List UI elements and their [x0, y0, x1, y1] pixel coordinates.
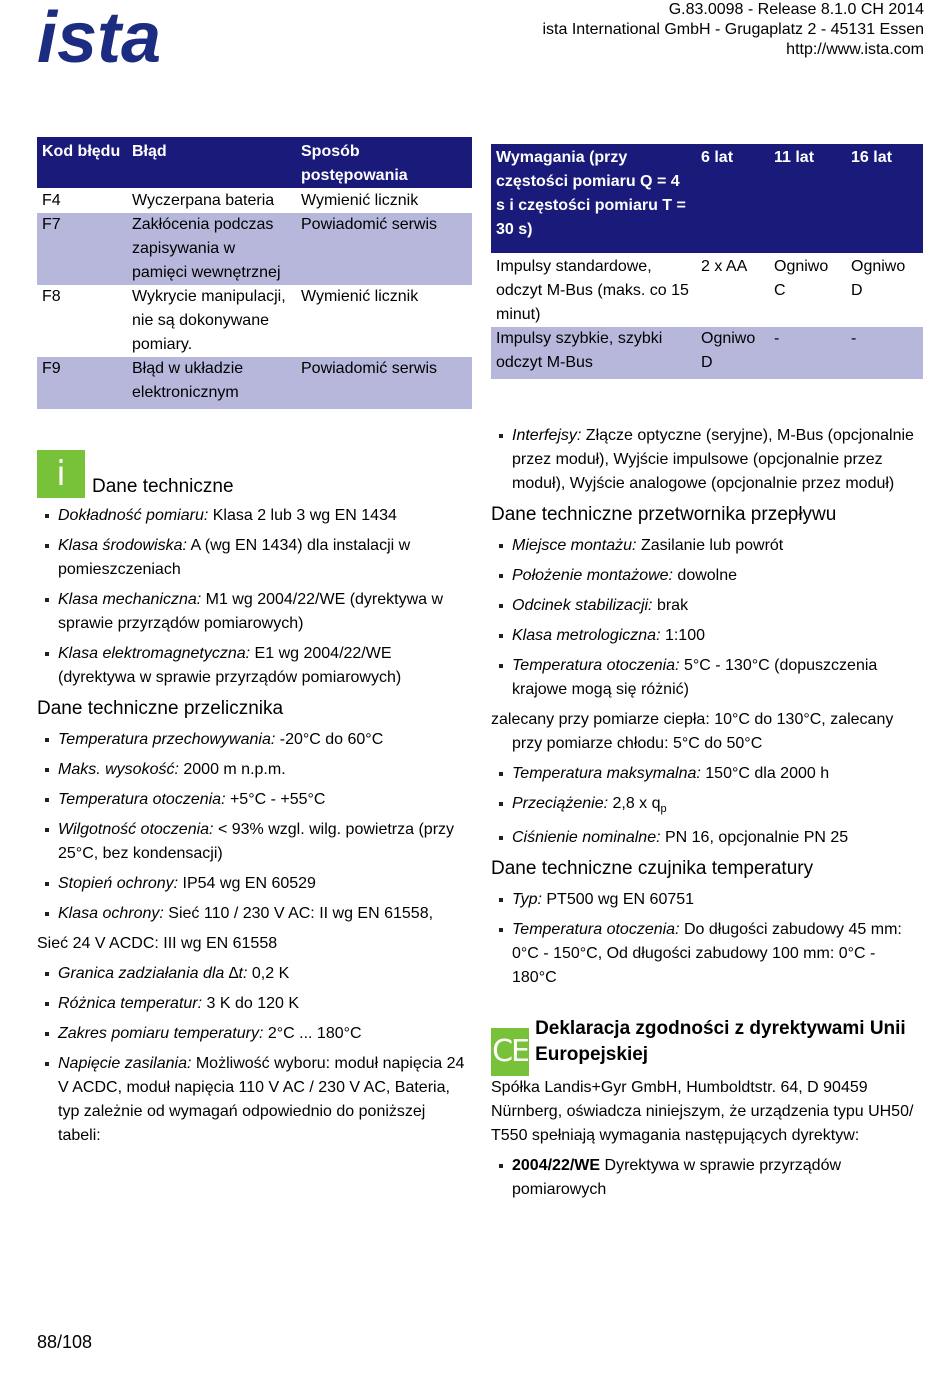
header-16-years: 16 lat	[851, 149, 892, 166]
info-icon: i	[37, 450, 85, 498]
ce-mark-icon: CE	[491, 1028, 529, 1076]
left-column	[37, 450, 472, 1154]
table-cell: 2 x AA	[701, 258, 748, 275]
plain-line: Sieć 24 V ACDC: III wg EN 61558	[37, 935, 278, 952]
table-cell: Ogniwo C	[774, 258, 829, 299]
list-item: Klasa ochrony: Sieć 110 / 230 V AC: II wg EN 61558,	[37, 902, 472, 926]
calc-list	[37, 728, 472, 926]
tech-heading	[37, 450, 472, 498]
table-cell: -	[774, 330, 780, 347]
plain-line: zalecany przy pomiarze ciepła: 10°C do 130°C, zalecany przy pomiarze chłodu: 5°C do 50°C	[491, 711, 894, 752]
section-title: Dane techniczne czujnika temperatury	[491, 858, 814, 879]
list-item: Temperatura otoczenia: 5°C - 130°C (dopuszczenia krajowe mogą się różnić)	[491, 654, 923, 702]
list-item: Temperatura przechowywania: -20°C do 60°C	[37, 728, 472, 752]
section-title: Dane techniczne przetwornika przepływu	[491, 504, 837, 525]
section-title: Deklaracja zgodności z dyrektywami Unii Europejskiej	[535, 1018, 906, 1065]
section-title: Dane techniczne	[92, 476, 234, 497]
table-row	[37, 285, 472, 357]
list-item: 2004/22/WE Dyrektywa w sprawie przyrządów pomiarowych	[491, 1154, 923, 1202]
table-row	[491, 327, 923, 379]
battery-requirements-table	[491, 144, 923, 379]
list-item: Przeciążenie: 2,8 x $q_p$	[491, 792, 923, 816]
company-address: ista International GmbH - Grugaplatz 2 - 45131 Essen	[542, 21, 924, 38]
ce-heading	[491, 1016, 923, 1076]
page-number: 88/108	[37, 1332, 93, 1352]
table-row	[491, 253, 923, 327]
table-cell: F4	[42, 192, 61, 209]
table-header-row	[37, 137, 472, 188]
list-item: Klasa mechaniczna: M1 wg 2004/22/WE (dyrektywa w sprawie przyrządów pomiarowych)	[37, 588, 472, 636]
list-item: Napięcie zasilania: Możliwość wyboru: moduł napięcia 24 V ACDC, moduł napięcia 110 V AC / 230 V AC, Bateria, typ zależnie od wymagań odpowiednio do poniższej tabeli:	[37, 1052, 472, 1148]
table-cell: Wykrycie manipulacji, nie są dokonywane pomiary.	[132, 288, 286, 353]
table-row	[37, 188, 472, 213]
list-item: Odcinek stabilizacji: brak	[491, 594, 923, 618]
table-cell: -	[851, 330, 857, 347]
table-cell: Wymienić licznik	[301, 192, 419, 209]
table-cell: Powiadomić serwis	[301, 216, 438, 233]
table-cell: Błąd w układzie elektronicznym	[132, 360, 244, 401]
section-title: Dane techniczne przelicznika	[37, 698, 284, 719]
list-item: Interfejsy: Złącze optyczne (seryjne), M-Bus (opcjonalnie przez moduł), Wyjście impulsowe (opcjonalnie przez moduł), Wyjście analogowe (opcjonalnie przez moduł)	[491, 424, 923, 496]
table-row	[37, 213, 472, 285]
svg-text:ista: ista	[37, 6, 162, 68]
list-item: Dokładność pomiaru: Klasa 2 lub 3 wg EN 1434	[37, 504, 472, 528]
error-code-table	[37, 137, 472, 409]
list-item: Klasa środowiska: A (wg EN 1434) dla instalacji w pomieszczeniach	[37, 534, 472, 582]
doc-id: G.83.0098 - Release 8.1.0 CH 2014	[668, 1, 924, 18]
list-item: Zakres pomiaru temperatury: 2°C ... 180°C	[37, 1022, 472, 1046]
header-requirements: Wymagania (przy częstości pomiaru Q = 4 s i częstości pomiaru T = 30 s)	[496, 149, 686, 238]
header-code: Kod błędu	[42, 143, 121, 160]
list-item: Granica zadziałania dla ∆t: 0,2 K	[37, 962, 472, 986]
table-cell: F7	[42, 216, 61, 233]
header-action: Sposób postępowania	[301, 143, 408, 184]
table-cell: Powiadomić serwis	[301, 360, 438, 377]
table-cell: F8	[42, 288, 61, 305]
table-cell: F9	[42, 360, 61, 377]
interfaces-list	[491, 424, 923, 496]
header-6-years: 6 lat	[701, 149, 734, 166]
table-cell: Impulsy szybkie, szybki odczyt M-Bus	[496, 330, 663, 371]
header-11-years: 11 lat	[774, 149, 815, 166]
list-item: Ciśnienie nominalne: PN 16, opcjonalnie PN 25	[491, 826, 923, 850]
right-column	[491, 424, 923, 1208]
calc-list-2	[37, 962, 472, 1148]
list-item: Maks. wysokość: 2000 m n.p.m.	[37, 758, 472, 782]
table-cell: Wymienić licznik	[301, 288, 419, 305]
list-item: Różnica temperatur: 3 K do 120 K	[37, 992, 472, 1016]
list-item: Temperatura otoczenia: Do długości zabudowy 45 mm: 0°C - 150°C, Od długości zabudowy 100 mm: 0°C - 180°C	[491, 918, 923, 990]
list-item: Stopień ochrony: IP54 wg EN 60529	[37, 872, 472, 896]
document-header	[542, 0, 924, 60]
table-cell: Ogniwo D	[701, 330, 756, 371]
tech-list	[37, 504, 472, 690]
table-cell: Impulsy standardowe, odczyt M-Bus (maks. co 15 minut)	[496, 258, 689, 323]
ce-list	[491, 1154, 923, 1202]
list-item: Klasa elektromagnetyczna: E1 wg 2004/22/WE (dyrektywa w sprawie przyrządów pomiarowych)	[37, 642, 472, 690]
list-item: Miejsce montażu: Zasilanie lub powrót	[491, 534, 923, 558]
flow-list	[491, 534, 923, 702]
company-url: http://www.ista.com	[786, 41, 924, 58]
list-item: Temperatura maksymalna: 150°C dla 2000 h	[491, 762, 923, 786]
list-item: Położenie montażowe: dowolne	[491, 564, 923, 588]
table-row	[37, 357, 472, 409]
table-cell: Wyczerpana bateria	[132, 192, 275, 209]
list-item: Temperatura otoczenia: +5°C - +55°C	[37, 788, 472, 812]
list-item: Klasa metrologiczna: 1:100	[491, 624, 923, 648]
list-item: Typ: PT500 wg EN 60751	[491, 888, 923, 912]
header-error: Błąd	[132, 143, 167, 160]
ce-text: Spółka Landis+Gyr GmbH, Humboldtstr. 64, D 90459 Nürnberg, oświadcza niniejszym, że urządzenia typu UH50/ T550 spełniają wymagania następujących dyrektyw:	[491, 1079, 914, 1144]
table-header-row	[491, 144, 923, 253]
sensor-list	[491, 888, 923, 990]
table-cell: Ogniwo D	[851, 258, 906, 299]
ista-logo	[37, 6, 182, 68]
list-item: Wilgotność otoczenia: < 93% wzgl. wilg. powietrza (przy 25°C, bez kondensacji)	[37, 818, 472, 866]
flow-list-2	[491, 762, 923, 850]
table-cell: Zakłócenia podczas zapisywania w pamięci wewnętrznej	[132, 216, 281, 281]
